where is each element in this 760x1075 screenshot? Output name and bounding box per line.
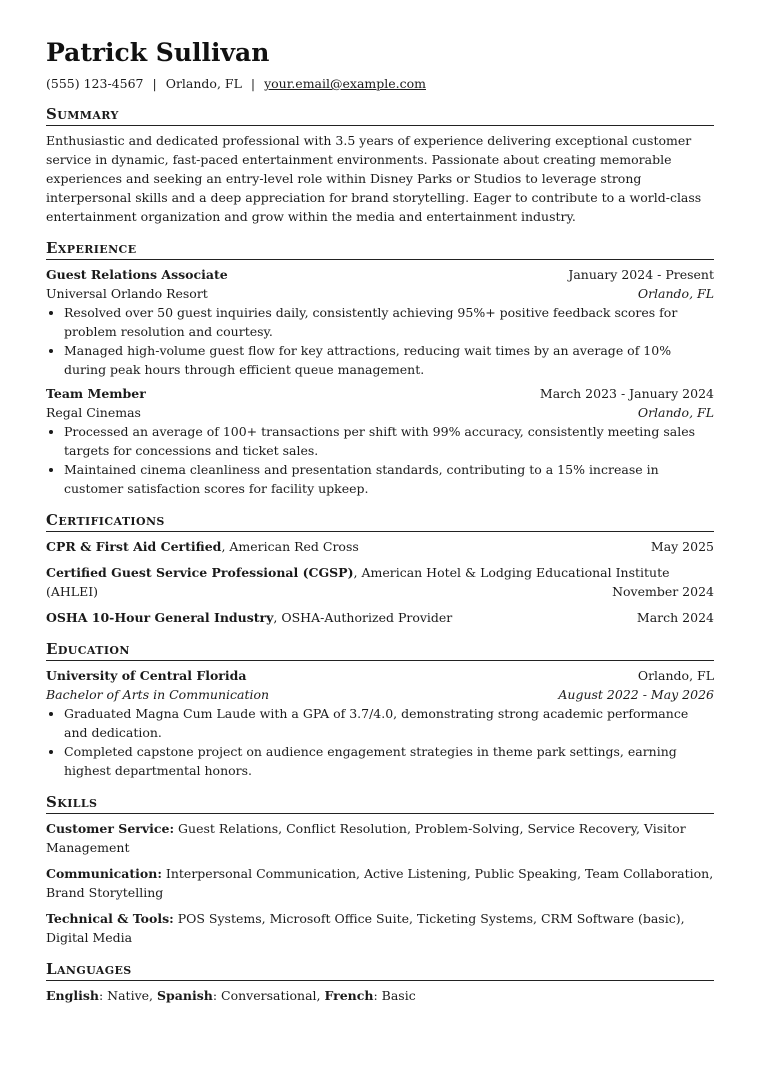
skill-value: Interpersonal Communication, Active Listening, Public Speaking, Team Collaboration, Brand Storytelling [46,866,714,900]
job-location: Orlando, FL [637,286,714,301]
skill-value: Guest Relations, Conflict Resolution, Problem-Solving, Service Recovery, Visitor Management [46,821,686,855]
list-item: • Processed an average of 100+ transactions per shift with 99% accuracy, consistently meeting sales targets for concessions and ticket sales. [64,422,714,460]
job-role: Team Member [46,386,146,401]
job-location: Orlando, FL [637,405,714,420]
language-name: English [46,988,99,1003]
job-bullets [46,422,714,498]
cert-date: May 2025 [650,539,714,554]
job-company: Regal Cinemas [46,405,141,420]
languages-line [46,986,714,1005]
skills-section [46,793,714,947]
section-title-experience: Experience [46,239,714,260]
skill-label: Technical & Tools: [46,911,174,926]
language-level: : Conversational, [212,988,325,1003]
skill-value: POS Systems, Microsoft Office Suite, Ticketing Systems, CRM Software (basic), Digital Media [46,911,685,945]
section-title-education: Education [46,640,714,661]
location: Orlando, FL [165,76,242,91]
school-location: Orlando, FL [637,668,714,683]
job-dates: March 2023 - January 2024 [539,386,714,401]
skill-label: Communication: [46,866,162,881]
job-entry [46,265,714,379]
cert-date: November 2024 [612,584,714,599]
job-entry [46,384,714,498]
cert-entry [46,608,714,627]
job-role: Guest Relations Associate [46,267,228,282]
cert-issuer: , OSHA-Authorized Provider [273,610,453,625]
languages-section [46,960,714,1005]
cert-entry [46,537,714,556]
job-bullets [46,303,714,379]
skill-row [46,819,714,857]
cert-issuer-cont: (AHLEI) [46,584,99,599]
section-title-languages: Languages [46,960,714,981]
cert-entry [46,563,714,601]
cert-name: CPR & First Aid Certified [46,539,222,554]
education-section [46,640,714,780]
list-item: • Managed high-volume guest flow for key attractions, reducing wait times by an average of 10% during peak hours through efficient queue management. [64,341,714,379]
language-name: Spanish [157,988,213,1003]
email-link[interactable]: your.email@example.com [264,76,427,91]
cert-issuer: , American Hotel & Lodging Educational Institute [353,565,670,580]
cert-name: OSHA 10-Hour General Industry [46,610,274,625]
education-dates: August 2022 - May 2026 [558,687,714,702]
list-item: • Resolved over 50 guest inquiries daily, consistently achieving 95%+ positive feedback scores for problem resolution and courtesy. [64,303,714,341]
language-level: : Native, [98,988,157,1003]
phone: (555) 123-4567 [46,76,144,91]
skill-row [46,909,714,947]
summary-text: Enthusiastic and dedicated professional with 3.5 years of experience delivering exceptional customer service in dynamic, fast-paced entertainment environments. Passionate about creating memorable experiences and seeking an entry-level role within Disney Parks or Studios to leverage strong interpersonal skills and a deep appreciation for brand storytelling. Eager to contribute to a world-class entertainment organization and grow within the media and entertainment industry. [46,133,702,224]
degree: Bachelor of Arts in Communication [46,687,270,702]
section-title-summary: Summary [46,105,714,126]
section-title-skills: Skills [46,793,714,814]
experience-section [46,239,714,498]
cert-issuer: , American Red Cross [221,539,359,554]
section-title-certifications: Certifications [46,511,714,532]
education-bullets [46,704,714,780]
summary-section [46,105,714,226]
skill-row [46,864,714,902]
skill-label: Customer Service: [46,821,175,836]
job-company: Universal Orlando Resort [46,286,208,301]
separator: | [250,76,256,91]
job-dates: January 2024 - Present [568,267,714,282]
contact-line [46,76,714,92]
candidate-name: Patrick Sullivan [46,38,270,67]
list-item: • Maintained cinema cleanliness and presentation standards, contributing to a 15% increase in customer satisfaction scores for facility upkeep. [64,460,714,498]
list-item: • Graduated Magna Cum Laude with a GPA of 3.7/4.0, demonstrating strong academic performance and dedication. [64,704,714,742]
list-item: • Completed capstone project on audience engagement strategies in theme park settings, earning highest departmental honors. [64,742,714,780]
cert-name: Certified Guest Service Professional (CGSP) [46,565,354,580]
separator: | [152,76,157,91]
certifications-section [46,511,714,627]
language-name: French [324,988,374,1003]
school-name: University of Central Florida [46,668,247,683]
language-level: : Basic [373,988,416,1003]
cert-date: March 2024 [636,610,714,625]
